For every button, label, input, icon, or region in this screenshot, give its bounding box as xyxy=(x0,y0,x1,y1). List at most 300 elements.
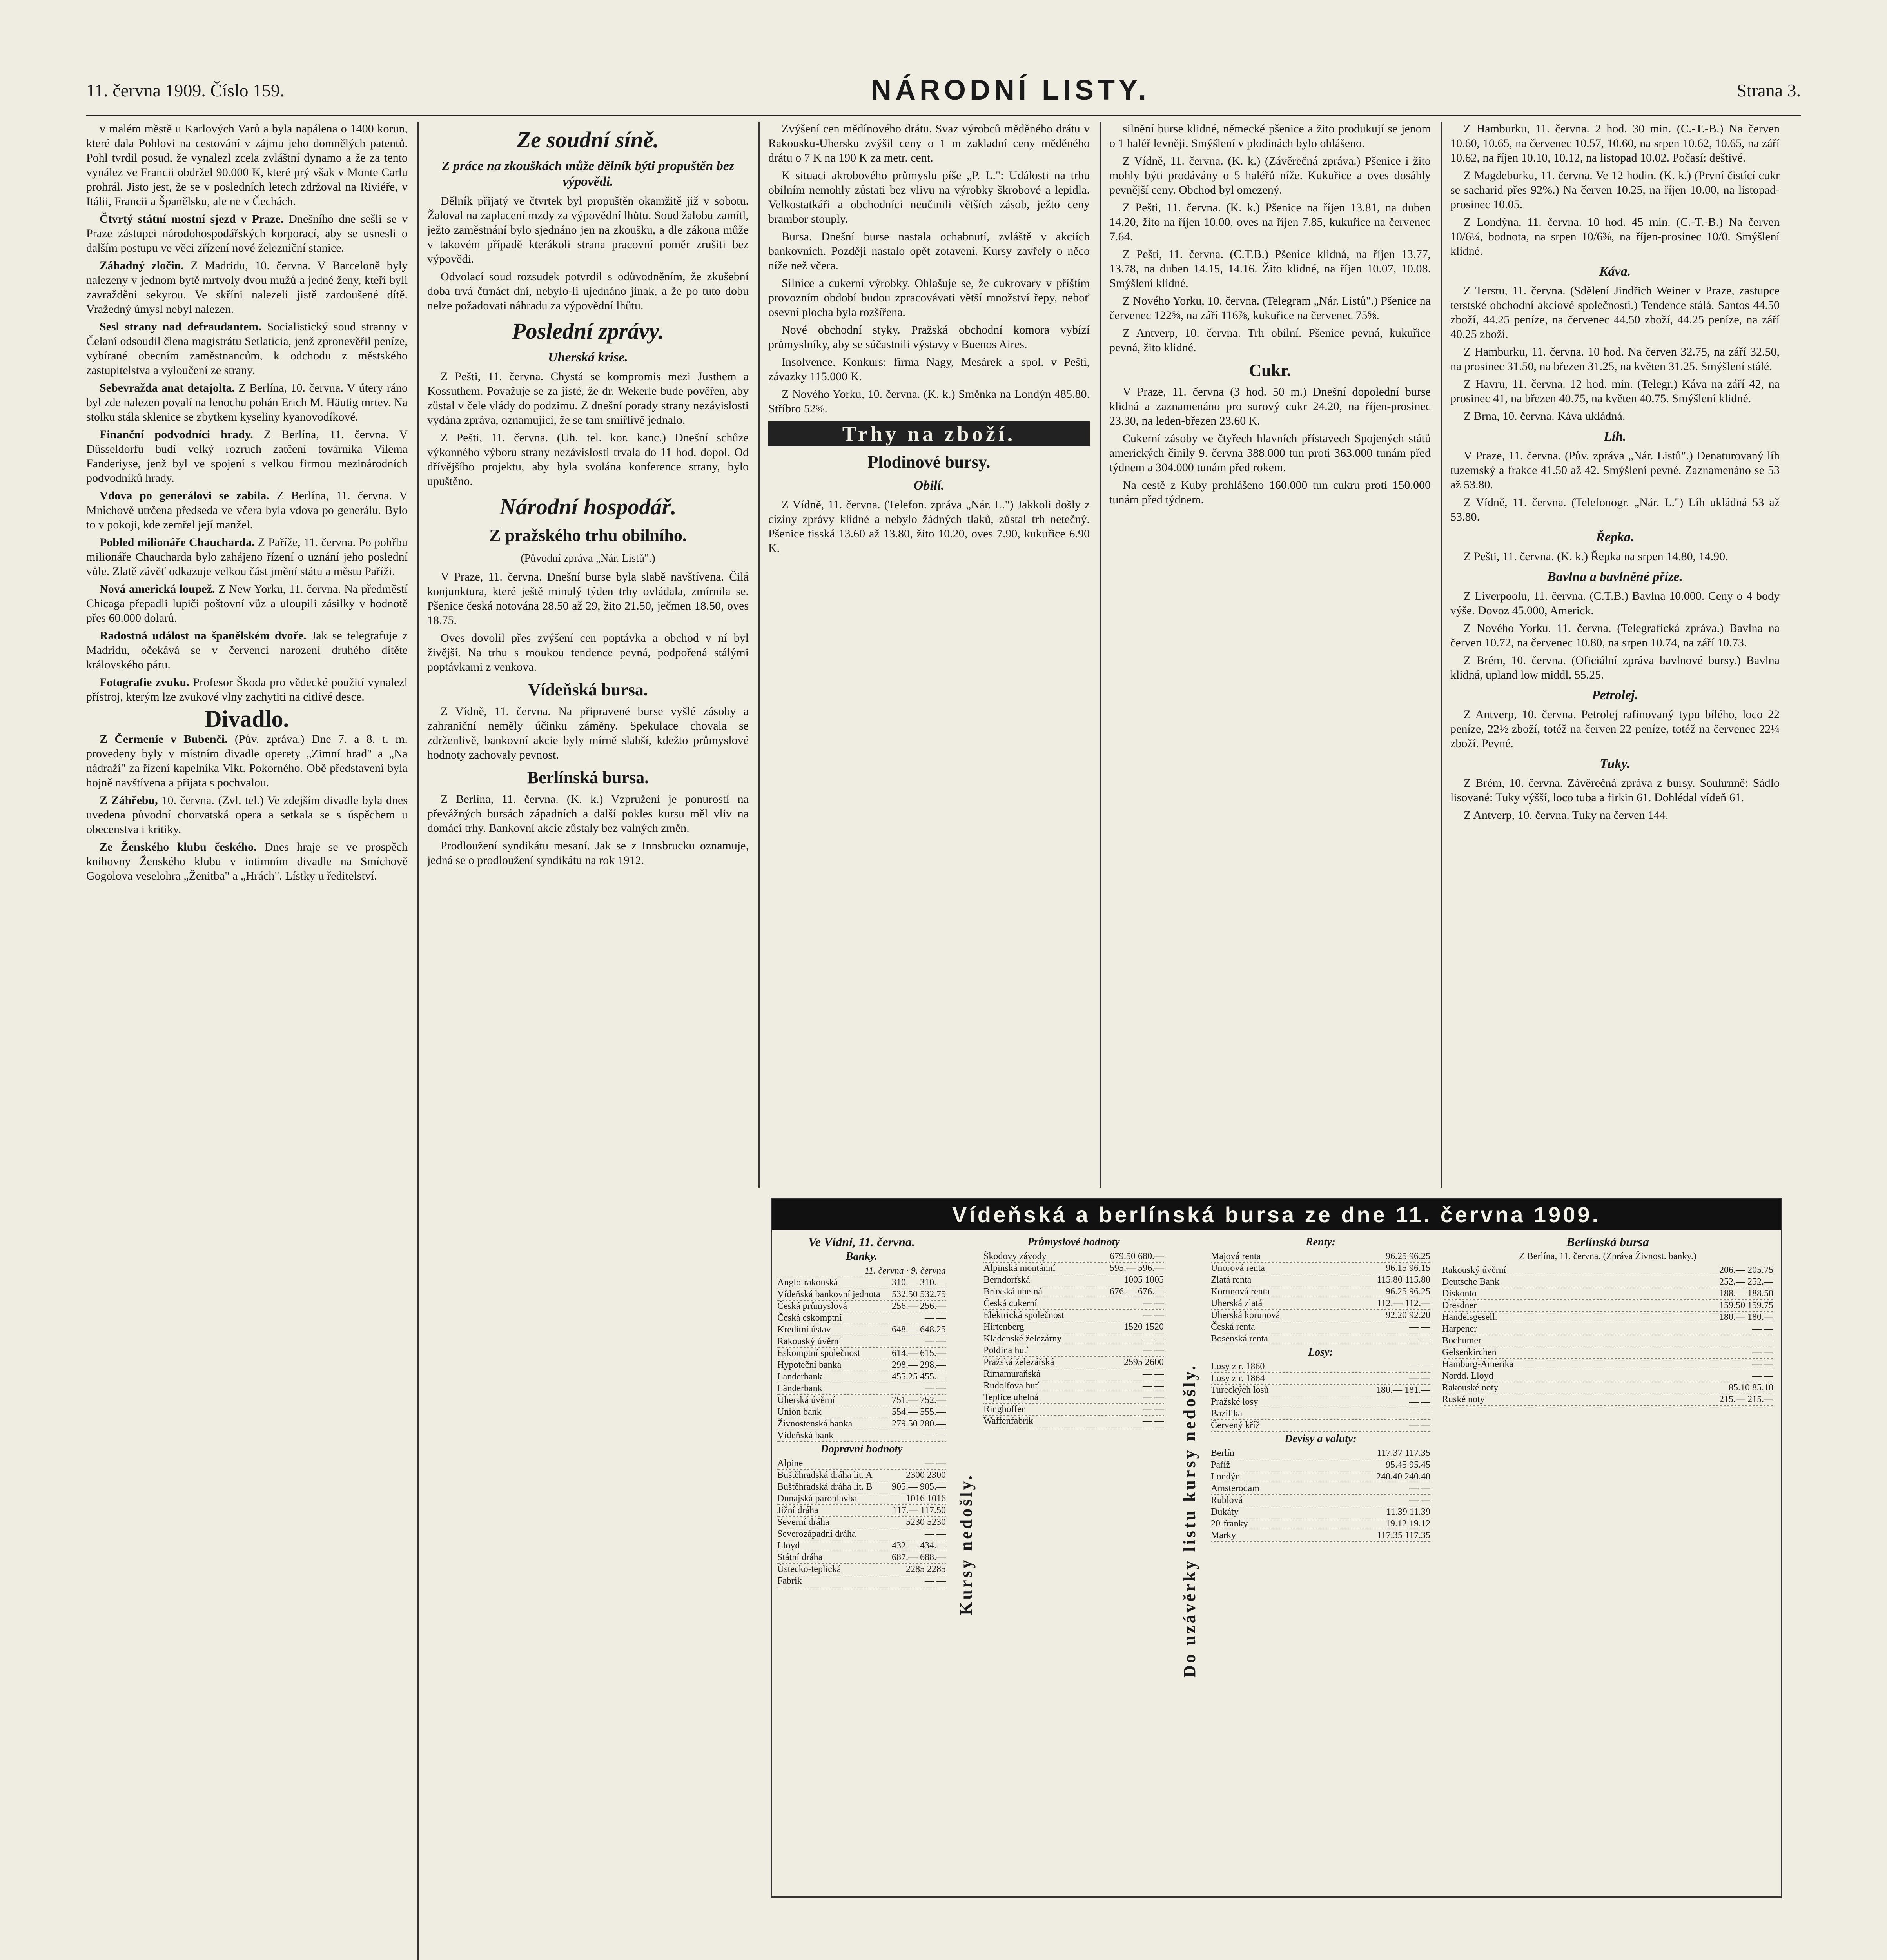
table-subtitle: Devisy a valuty: xyxy=(1285,1433,1357,1445)
article-text: Z Hamburku, 11. června. 10 hod. Na červen 32.75, na září 32.50, na prosinec 31.50, na březen 31.25, na květen 31.25. Smýšlení stálé. xyxy=(1450,345,1780,373)
row-label: Diskonto xyxy=(1442,1289,1477,1299)
berlin-table xyxy=(1442,1235,1773,1892)
table-row xyxy=(1211,1495,1430,1506)
table-body xyxy=(1442,1265,1773,1406)
row-label: Nordd. Lloyd xyxy=(1442,1371,1493,1381)
row-label: Dunajská paroplavba xyxy=(777,1494,857,1504)
article-text: Silnice a cukerní výrobky. Ohlašuje se, že cukrovary v příštím provozním období budou zpracovávati větší množství řepy, neboť osevní plocha byla rozšířena. xyxy=(768,277,1090,319)
article-title: Sesl strany nad defraudantem. xyxy=(100,320,261,333)
row-label: Korunová renta xyxy=(1211,1287,1270,1297)
table-row xyxy=(777,1395,946,1406)
table-row xyxy=(1211,1396,1430,1408)
table-row xyxy=(1442,1265,1773,1276)
article-text: Prodloužení syndikátu mesaní. Jak se z Innsbrucku oznamuje, jedná se o prodloužení syndikátu na rok 1912. xyxy=(427,839,749,867)
article-text: Na cestě z Kuby prohlášeno 160.000 tun cukru proti 150.000 tunám před týdnem. xyxy=(1109,479,1431,506)
row-values: — — xyxy=(925,1576,946,1586)
row-values: — — xyxy=(1143,1298,1164,1308)
row-label: Teplice uhelná xyxy=(983,1392,1039,1403)
row-label: Ruské noty xyxy=(1442,1394,1485,1405)
row-values: — — xyxy=(1409,1397,1430,1407)
row-label: Rimamuraňská xyxy=(983,1369,1041,1379)
row-label: Länderbank xyxy=(777,1383,822,1394)
row-values: 614.— 615.— xyxy=(892,1348,946,1358)
table-row xyxy=(1211,1251,1430,1263)
table-row xyxy=(1442,1359,1773,1370)
row-label: Státní dráha xyxy=(777,1552,823,1563)
article-intro: v malém městě u Karlových Varů a byla napálena o 1400 korun, které dala Pohlovi na cestování v zájmu jeho domnělých patentů. Pohl tvrdil posud, že vynalezl zcela zvláštní dynamo a že za tento vynález ve Francii obdržel 90.000 K, které prý však v Monte Carlu prohrál. Jisto jest, že se v posledních letech zdržoval na Riviéře, v Itálii, Francii a Španělsku, ale ne v Čechách. xyxy=(86,122,408,208)
row-label: Buštěhradská dráha lit. B xyxy=(777,1482,873,1492)
row-values: 115.80 115.80 xyxy=(1377,1275,1430,1285)
article-text: Z Brna, 10. června. Káva ukládná. xyxy=(1464,410,1626,423)
stock-tables xyxy=(771,1198,1782,1898)
row-values: 159.50 159.75 xyxy=(1719,1300,1773,1310)
article-text: Z Pešti, 11. června. Chystá se kompromis mezi Justhem a Kossuthem. Považuje se za jisté, že dr. Wekerle bude pověřen, aby zůstal v čele vlády do podzimu. Z dnešní porady strany nezávislosti vydána zpráva, oznamující, že se tam smířlivě jednalo. xyxy=(427,370,749,426)
table-body xyxy=(1211,1251,1430,1345)
row-label: Rublová xyxy=(1211,1495,1243,1505)
row-values: 11.39 11.39 xyxy=(1386,1507,1430,1517)
row-values: — — xyxy=(1752,1371,1773,1381)
article-text: Dnes hraje se ve prospěch knihovny Ženského klubu v intimním divadle na Smíchově Gogolova veselohra „Ženitba" a „Hrách". Lístky u ředitelství. xyxy=(86,840,408,882)
row-label: Severozápadní dráha xyxy=(777,1529,856,1539)
article-headline: Petrolej. xyxy=(1591,688,1638,702)
row-label: Alpine xyxy=(777,1458,803,1468)
row-label: Dukáty xyxy=(1211,1507,1239,1517)
article-text: Oves dovolil přes zvýšení cen poptávka a obchod v ní byl živější. Na trhu s moukou tendence pevná, podpořená stálými poptávkami z venkova. xyxy=(427,632,749,673)
article-text: Z Vídně, 11. června. Na připravené burse vyšlé zásoby a zahraniční neměly účinku záměny. Spekulace chovala se zdrženlivě, bankovní akcie byly mírně slabší, kdežto průmyslové hodnoty zachovaly pevnost. xyxy=(427,705,749,761)
article-text: Insolvence. Konkurs: firma Nagy, Mesárek a spol. v Pešti, závazky 115.000 K. xyxy=(768,356,1090,383)
row-values: — — xyxy=(925,1430,946,1441)
article-text: Z Pešti, 11. června. (K. k.) Řepka na srpen 14.80, 14.90. xyxy=(1464,550,1728,563)
table-note: Z Berlína, 11. června. (Zpráva Živnost. banky.) xyxy=(1519,1251,1696,1261)
row-label: Česká eskomptní xyxy=(777,1313,842,1323)
row-values: 905.— 905.— xyxy=(892,1482,946,1492)
table-row xyxy=(777,1371,946,1383)
column-2 xyxy=(427,122,749,1180)
article-text: Zvýšení cen mědínového drátu. Svaz výrobců měděného drátu v Rakousku-Uhersku zvýšil ceny o 1 m zakladní ceny měděného drátu o 7 K na 190 K za metr. cent. xyxy=(768,122,1090,164)
column-4 xyxy=(1109,122,1431,1180)
section-headline: Ze soudní síně. xyxy=(517,127,659,152)
row-values: — — xyxy=(1752,1359,1773,1369)
row-label: Česká renta xyxy=(1211,1322,1255,1332)
article-text: Z Magdeburku, 11. června. Ve 12 hodin. (K. k.) (První čistící cukr se sacharid přes 92%.) Na červen 10.25, na říjen 10.00, na listopad-prosinec 10.05. xyxy=(1450,169,1780,211)
article-title: Čtvrtý státní mostní sjezd v Praze. xyxy=(100,212,284,225)
row-label: Pražská železářská xyxy=(983,1357,1054,1367)
row-values: — — xyxy=(1143,1392,1164,1403)
row-label: Londýn xyxy=(1211,1472,1240,1482)
table-row xyxy=(777,1540,946,1552)
table-row xyxy=(777,1552,946,1564)
row-values: 180.— 181.— xyxy=(1376,1385,1430,1395)
row-label: Hypoteční banka xyxy=(777,1360,842,1370)
article-headline: Plodinové bursy. xyxy=(867,452,991,472)
article-headline: Uherská krise. xyxy=(548,350,628,365)
article-title: Vdova po generálovi se zabila. xyxy=(100,489,269,502)
article-text: silnění burse klidné, německé pšenice a žito produkují se jenom o 1 haléř levněji. Smýšlení v plodinách bylo ohlášeno. xyxy=(1109,122,1431,150)
row-values: — — xyxy=(1409,1495,1430,1505)
row-label: Bosenská renta xyxy=(1211,1334,1268,1344)
row-values: 252.— 252.— xyxy=(1719,1277,1773,1287)
row-values: — — xyxy=(1143,1369,1164,1379)
table-row xyxy=(983,1310,1164,1321)
article-text: Z Berlína, 11. června. V Mnichově utrčena předseda ve včera byla vdova po generálu. Bylo to v pokoji, kde zemřel její manžel. xyxy=(86,489,408,531)
article-text: Z Brém, 10. června. (Oficiální zpráva bavlnové bursy.) Bavlna klidná, upland low middl. 55.25. xyxy=(1450,654,1780,681)
row-label: Rudolfova huť xyxy=(983,1381,1039,1391)
table-row xyxy=(983,1345,1164,1357)
table-row xyxy=(1211,1483,1430,1495)
article-text: Z Paříže, 11. června. Po pohřbu milionáře Chaucharda bylo zahájeno řízení o uznání jeho poslední vůle. Zlatě závěť odkazuje velkou část jmění státu a městu Paříži. xyxy=(86,536,408,578)
row-label: Vídeňská bank xyxy=(777,1430,834,1441)
article-headline: Bavlna a bavlněné příze. xyxy=(1547,570,1683,584)
row-label: Živnostenská banka xyxy=(777,1419,853,1429)
table-row xyxy=(983,1298,1164,1310)
table-row xyxy=(1211,1373,1430,1385)
row-values: — — xyxy=(1409,1334,1430,1344)
table-row xyxy=(777,1277,946,1289)
row-label: Škodovy závody xyxy=(983,1251,1047,1261)
page-number: Strana 3. xyxy=(1736,80,1801,100)
article-text: Z Antverp, 10. června. Petrolej rafinovaný typu bílého, loco 22 peníze, 22½ zboží, totéž na červen 22 peníze, totéž na červenec 22¼ zboží. Pevné. xyxy=(1450,708,1780,750)
article-text: Z Madridu, 10. června. V Barceloně byly nalezeny v jednom bytě mrtvoly dvou mužů a jedné ženy, kteří byli zavražděni sekyrou. Ve skříni nalezeli jistě zardoušené dítě. Vražedný úmysl nebyl nalezen. xyxy=(86,259,408,316)
article-text: Z Havru, 11. června. 12 hod. min. (Telegr.) Káva na září 42, na prosinec 41, na březen 40.75, na květen 40.75. Smýšlení klidné. xyxy=(1450,377,1780,405)
table-row xyxy=(983,1333,1164,1345)
table-row xyxy=(1211,1471,1430,1483)
row-values: — — xyxy=(925,1336,946,1347)
row-values: 112.— 112.— xyxy=(1377,1298,1430,1308)
column-1 xyxy=(86,122,408,1960)
article-text: Z Liverpoolu, 11. června. (C.T.B.) Bavlna 10.000. Ceny o 4 body výše. Dovoz 45.000, Americk. xyxy=(1450,590,1780,617)
table-row xyxy=(1442,1323,1773,1335)
row-values: — — xyxy=(1409,1408,1430,1419)
article-headline: Z pražského trhu obilního. xyxy=(489,526,687,545)
row-values: 117.35 117.35 xyxy=(1377,1530,1430,1541)
row-label: Ústecko-teplická xyxy=(777,1564,841,1574)
row-label: Tureckých losů xyxy=(1211,1385,1269,1395)
article-text: Z Pešti, 11. června. (C.T.B.) Pšenice klidná, na říjen 13.77, 13.78, na duben 14.15, 14.16. Žito klidné, na říjen 10.07, 10.08. Smýšlení klidné. xyxy=(1109,248,1431,290)
industrial-table xyxy=(983,1235,1164,1892)
article-text: Z Terstu, 11. června. (Sdělení Jindřich Weiner v Praze, zastupce terstské obchodní akciové společnosti.) Tendence stálá. Santos 44.50 zboží, 44.25 peníze, na červenec 44.50 zboží, 44.25 peníze, na září 40.25 zboží. xyxy=(1450,284,1780,341)
article-title: Z Záhřebu, xyxy=(100,794,158,807)
row-label: Elektrická společnost xyxy=(983,1310,1064,1320)
row-label: Eskomptní společnost xyxy=(777,1348,860,1358)
article-text: Nové obchodní styky. Pražská obchodní komora vybízí průmyslníky, aby se súčastnili výstavy v Buenos Aires. xyxy=(768,323,1090,351)
row-label: Fabrik xyxy=(777,1576,802,1586)
row-values: — — xyxy=(1143,1416,1164,1426)
row-values: 432.— 434.— xyxy=(892,1541,946,1551)
row-values: 85.10 85.10 xyxy=(1729,1383,1773,1393)
table-row xyxy=(1442,1312,1773,1323)
row-values: 679.50 680.— xyxy=(1110,1251,1164,1261)
row-label: Česká cukerní xyxy=(983,1298,1037,1308)
table-row xyxy=(1211,1263,1430,1274)
table-row xyxy=(777,1406,946,1418)
row-values: — — xyxy=(1143,1310,1164,1320)
row-values: 2300 2300 xyxy=(906,1470,946,1480)
article-text: Bursa. Dnešní burse nastala ochabnutí, zvláště v akciích bankovních. Později nastalo opět zotavení. Kursy zavřely o něco níže než včera. xyxy=(768,230,1090,272)
row-values: 648.— 648.25 xyxy=(892,1325,946,1335)
article-headline: Káva. xyxy=(1599,264,1631,279)
row-label: Buštěhradská dráha lit. A xyxy=(777,1470,873,1480)
table-row xyxy=(983,1251,1164,1263)
table-body xyxy=(1211,1361,1430,1432)
row-values: 92.20 92.20 xyxy=(1386,1310,1430,1320)
column-rule xyxy=(1441,122,1442,1188)
table-row xyxy=(1211,1274,1430,1286)
row-values: 676.— 676.— xyxy=(1110,1287,1164,1297)
row-values: — — xyxy=(1752,1336,1773,1346)
section-headline: Poslední zprávy. xyxy=(512,318,664,344)
table-subtitle: Renty: xyxy=(1305,1236,1336,1248)
table-row xyxy=(777,1481,946,1493)
row-label: Zlatá renta xyxy=(1211,1275,1252,1285)
article-text: Z Vídně, 11. června. (K. k.) (Závěrečná zpráva.) Pšenice i žito mohly býti prodávány o 5 haléřů níže. Kukuřice a oves dosáhly pevnější ceny. Obchod byl omezený. xyxy=(1109,154,1431,196)
table-subtitle: Losy: xyxy=(1308,1346,1333,1358)
row-values: 298.— 298.— xyxy=(892,1360,946,1370)
row-values: 1520 1520 xyxy=(1124,1322,1164,1332)
row-values: 455.25 455.— xyxy=(892,1372,946,1382)
row-values: 595.— 596.— xyxy=(1110,1263,1164,1273)
table-body xyxy=(1211,1448,1430,1542)
row-values: 96.25 96.25 xyxy=(1386,1251,1430,1261)
table-body xyxy=(777,1277,946,1442)
article-headline: Tuky. xyxy=(1600,757,1630,771)
table-title: Ve Vídni, 11. června. xyxy=(808,1235,915,1249)
table-row xyxy=(1211,1518,1430,1530)
row-label: Uherská úvěrní xyxy=(777,1395,835,1405)
row-values: 96.25 96.25 xyxy=(1386,1287,1430,1297)
row-values: — — xyxy=(1143,1381,1164,1391)
side-label: Do uzávěrky listu kursy nedošly. xyxy=(1180,1363,1199,1678)
row-label: Berndorfská xyxy=(983,1275,1030,1285)
article-title: Finanční podvodníci hrady. xyxy=(100,428,253,441)
row-values: 2285 2285 xyxy=(906,1564,946,1574)
table-row xyxy=(1442,1335,1773,1347)
row-label: Harpener xyxy=(1442,1324,1477,1334)
row-values: 2595 2600 xyxy=(1124,1357,1164,1367)
article-headline: Vídeňská bursa. xyxy=(528,680,648,699)
article-title: Radostná událost na španělském dvoře. xyxy=(100,629,307,642)
article-text: Z Vídně, 11. června. (Telefon. zpráva „Nár. L.") Jakkoli došly z ciziny zprávy klidné a nebylo žádných tlaků, zůstal trh netečný. Pšenice tisská 13.60 až 13.80, žito 10.20, oves 7.90, kukuřice 6.90 K. xyxy=(768,498,1090,555)
article-text: Z Londýna, 11. června. 10 hod. 45 min. (C.-T.-B.) Na červen 10/6¼, bodnota, na srpen 10/6⅜, na říjen-prosinec 10/0. Smýšlení klidné. xyxy=(1450,216,1780,258)
row-values: 751.— 752.— xyxy=(892,1395,946,1405)
table-row xyxy=(1211,1298,1430,1310)
row-values: 1016 1016 xyxy=(906,1494,946,1504)
stock-banner: Vídeňská a berlínská bursa ze dne 11. června 1909. xyxy=(772,1199,1781,1230)
row-values: 117.— 117.50 xyxy=(892,1505,946,1515)
row-label: Losy z r. 1860 xyxy=(1211,1361,1265,1372)
table-row xyxy=(777,1493,946,1505)
row-values: 687.— 688.— xyxy=(892,1552,946,1563)
table-row xyxy=(1442,1300,1773,1312)
article-text: Z Hamburku, 11. června. 2 hod. 30 min. (C.-T.-B.) Na červen 10.60, 10.65, na červenec 10.57, 10.60, na srpen 10.62, 10.65, na září 10.62, na říjen 10.10, 10.12, na listopad 10.02. Počasí: deštivé. xyxy=(1450,122,1780,164)
article-headline: Řepka. xyxy=(1596,530,1634,544)
table-header: 11. června · 9. června xyxy=(777,1265,946,1277)
row-label: Uherská zlatá xyxy=(1211,1298,1263,1308)
row-values: 554.— 555.— xyxy=(892,1407,946,1417)
table-row xyxy=(983,1368,1164,1380)
row-values: 256.— 256.— xyxy=(892,1301,946,1311)
theatre-heading: Divadlo. xyxy=(205,706,289,732)
table-row xyxy=(777,1458,946,1470)
article-text: Socialistický soud stranny v Čelaní odsoudil člena magistrátu Setlaticia, jenž zpronevěřil peníze, vybírané obecním zaměstnancům, k odchodu z městského zastupitelstva a vyloučení ze strany. xyxy=(86,320,408,377)
row-label: Handelsgesell. xyxy=(1442,1312,1497,1322)
article-title: Záhadný zločin. xyxy=(100,259,184,272)
row-values: — — xyxy=(1752,1324,1773,1334)
row-label: Rakouský úvěrní xyxy=(1442,1265,1506,1275)
article-text: Z Vídně, 11. června. (Telefonogr. „Nár. L.") Líh ukládná 53 až 53.80. xyxy=(1450,496,1780,523)
table-row xyxy=(1211,1408,1430,1420)
table-row xyxy=(777,1312,946,1324)
row-values: — — xyxy=(1143,1345,1164,1356)
article-text: Z Pešti, 11. června. (K. k.) Pšenice na říjen 13.81, na duben 14.20, žito na říjen 10.00, oves na říjen 7.85, kukuřice na červenec 7.64. xyxy=(1109,201,1431,243)
table-row xyxy=(1211,1321,1430,1333)
table-row xyxy=(1442,1382,1773,1394)
section-headline: Národní hospodář. xyxy=(499,494,677,519)
article-text: V Praze, 11. června. Dnešní burse byla slabě navštívena. Čilá konjunktura, které ještě minulý týden trhy ovládala, zmírnila se. Pšenice česká notována 28.50 až 29, žito 21.50, ječmen 18.50, oves 18.75. xyxy=(427,570,749,627)
table-row xyxy=(777,1383,946,1395)
article-text: Z Berlína, 10. června. V útery ráno byl zde nalezen povalí na lenochu pohán Erich M. Häutig mrtev. Na stolku stála sklenice se zbytkem kyseliny kyanovodíkové. xyxy=(86,381,408,423)
issue-date: 11. června 1909. Číslo 159. xyxy=(86,80,285,100)
row-label: Pražské losy xyxy=(1211,1397,1258,1407)
table-subtitle: Banky. xyxy=(846,1250,878,1263)
article-text: V Praze, 11. června (3 hod. 50 m.) Dnešní dopolední burse klidná a zaznamenáno pro surový cukr 24.20, na říjen-prosinec 23.30, na leden-březen 23.60 K. xyxy=(1109,385,1431,427)
table-row xyxy=(983,1404,1164,1416)
article-text: Z Pešti, 11. června. (Uh. tel. kor. kanc.) Dnešní schůze výkonného výboru strany nezávislosti trvala do 11 hod. dopol. Od dřívějšího projektu, aby byla svolána konference strany, bylo upuštěno. xyxy=(427,431,749,488)
row-values: 532.50 532.75 xyxy=(892,1289,946,1299)
table-row xyxy=(1211,1385,1430,1396)
row-label: Rakouské noty xyxy=(1442,1383,1499,1393)
article-text: Z Nového Yorku, 10. června. (K. k.) Směnka na Londýn 485.80. Stříbro 52⅝. xyxy=(768,388,1090,415)
row-label: Severní dráha xyxy=(777,1517,829,1527)
row-label: Gelsenkirchen xyxy=(1442,1347,1497,1357)
article-text: Z Berlína, 11. června. (K. k.) Vzpruženi je ponurostí na převážných bursách západních a další pokles kursu měl vliv na domácí trhy. Bankovní akcie zůstaly bez valných změn. xyxy=(427,793,749,835)
section-banner: Trhy na zboží. xyxy=(768,421,1090,446)
row-label: Kreditní ústav xyxy=(777,1325,831,1335)
row-values: 1005 1005 xyxy=(1124,1275,1164,1285)
table-row xyxy=(777,1359,946,1371)
row-values: 180.— 180.— xyxy=(1719,1312,1773,1322)
article-headline: Berlínská bursa. xyxy=(527,768,649,787)
table-row xyxy=(777,1418,946,1430)
row-values: — — xyxy=(1409,1322,1430,1332)
article-text: Dělník přijatý ve čtvrtek byl propuštěn okamžitě již v sobotu. Žaloval na zaplacení mzdy za výpovědní lhůtu. Soud žalobu zamítl, ježto zaměstnání bylo sjednáno jen na zkoušku, a dle zákona může v takovém případě kterákoli strana pracovní poměr zrušiti bez výpovědi. xyxy=(427,194,749,265)
article-text: Z Berlína, 11. června. V Düsseldorfu budí velký rozruch zatčení továrníka Vilema Fanderiyse, jenž byl ve spojení s velkou firmou mezinárodních podvodníků hrady. xyxy=(86,428,408,485)
row-label: Bochumer xyxy=(1442,1336,1481,1346)
table-row xyxy=(1211,1448,1430,1459)
article-text: (Pův. zpráva.) Dne 7. a 8. t. m. provedeny byly v místním divadle operety „Zimní hrad" a „Na nádraží" za řízení kapelníka Vikt. Pokorného. Obě představení byla hojně navštívena a přijata s pochvalou. xyxy=(86,733,408,789)
row-values: 215.— 215.— xyxy=(1719,1394,1773,1405)
table-row xyxy=(777,1348,946,1359)
table-row xyxy=(983,1357,1164,1368)
table-row xyxy=(777,1430,946,1442)
table-row xyxy=(983,1321,1164,1333)
row-values: 117.37 117.35 xyxy=(1377,1448,1430,1458)
table-row xyxy=(983,1392,1164,1404)
row-values: — — xyxy=(925,1529,946,1539)
row-label: Brüxská uhelná xyxy=(983,1287,1042,1297)
table-row xyxy=(777,1528,946,1540)
row-values: 188.— 188.50 xyxy=(1719,1289,1773,1299)
row-values: — — xyxy=(1143,1334,1164,1344)
row-values: 310.— 310.— xyxy=(892,1278,946,1288)
row-values: — — xyxy=(1409,1373,1430,1383)
row-label: Paříž xyxy=(1211,1460,1230,1470)
column-5 xyxy=(1450,122,1780,1180)
table-row xyxy=(777,1301,946,1312)
article-title: Pobled milionáře Chaucharda. xyxy=(100,536,255,549)
table-row xyxy=(983,1416,1164,1427)
article-headline: Líh. xyxy=(1604,429,1626,444)
row-label: Lloyd xyxy=(777,1541,800,1551)
row-values: — — xyxy=(1409,1420,1430,1430)
table-body xyxy=(983,1251,1164,1427)
row-label: Kladenské železárny xyxy=(983,1334,1062,1344)
table-body xyxy=(777,1458,946,1587)
article-headline: Obilí. xyxy=(913,478,945,493)
article-title: Z Čermenie v Bubenči. xyxy=(100,733,228,746)
table-row xyxy=(1211,1361,1430,1373)
table-row xyxy=(983,1274,1164,1286)
row-values: 279.50 280.— xyxy=(892,1419,946,1429)
row-label: Uherská korunová xyxy=(1211,1310,1280,1320)
row-values: 95.45 95.45 xyxy=(1386,1460,1430,1470)
row-label: Hirtenberg xyxy=(983,1322,1024,1332)
table-row xyxy=(1211,1530,1430,1542)
article-text: Z New Yorku, 11. června. Na předměstí Chicaga přepadli lupiči poštovní vůz a uloupili zásilky v hodnotě přes 60.000 dolarů. xyxy=(86,583,408,624)
row-values: — — xyxy=(1409,1483,1430,1494)
table-row xyxy=(983,1380,1164,1392)
row-label: Jižní dráha xyxy=(777,1505,818,1515)
row-label: Anglo-rakouská xyxy=(777,1278,838,1288)
vienna-banks-table xyxy=(777,1235,946,1892)
article-title: Nová americká loupež. xyxy=(100,583,215,595)
table-row xyxy=(1211,1333,1430,1345)
row-label: Deutsche Bank xyxy=(1442,1277,1499,1287)
row-values: 19.12 19.12 xyxy=(1386,1519,1430,1529)
article-title: Sebevražda anat detajolta. xyxy=(100,381,235,394)
article-headline: Cukr. xyxy=(1249,361,1291,380)
table-row xyxy=(1442,1288,1773,1300)
article-text: Z Nového Yorku, 10. června. (Telegram „Nár. Listů".) Pšenice na červenec 122⅝, na září 116⅞, kukuřice na červenec 75⅝. xyxy=(1109,294,1431,322)
table-row xyxy=(1211,1310,1430,1321)
row-label: Únorová renta xyxy=(1211,1263,1265,1273)
table-row xyxy=(1211,1420,1430,1432)
table-row xyxy=(777,1336,946,1348)
row-label: Majová renta xyxy=(1211,1251,1261,1261)
article-note: (Původní zpráva „Nár. Listů".) xyxy=(521,552,655,564)
article-title: Fotografie zvuku. xyxy=(100,676,189,689)
row-label: 20-franky xyxy=(1211,1519,1248,1529)
rents-table xyxy=(1211,1235,1430,1892)
column-rule xyxy=(758,122,760,1188)
row-label: Amsterodam xyxy=(1211,1483,1259,1494)
article-text: K situaci akrobového průmyslu píše „P. L.": Události na trhu obilním nemohly zůstati bez vlivu na výrobky škrobové a lepidla. Velkostatkáři a obchodníci neučinili větších zásob, ježto ceny brambor stouply. xyxy=(768,169,1090,225)
article-text: Cukerní zásoby ve čtyřech hlavních přístavech Spojených států amerických činily 9. června 388.000 tun proti 363.000 tunám před týdnem a 304.000 tunám před rokem. xyxy=(1109,432,1431,474)
row-label: Marky xyxy=(1211,1530,1236,1541)
row-values: — — xyxy=(1409,1361,1430,1372)
row-values: — — xyxy=(925,1458,946,1468)
row-label: Landerbank xyxy=(777,1372,822,1382)
table-row xyxy=(1211,1459,1430,1471)
table-row xyxy=(1211,1286,1430,1298)
table-row xyxy=(983,1286,1164,1298)
row-label: Alpinská montánní xyxy=(983,1263,1056,1273)
row-label: Vídeňská bankovní jednota xyxy=(777,1289,880,1299)
column-rule xyxy=(417,122,419,1960)
article-text: Profesor Škoda pro vědecké použití vynalezl přístroj, kterým lze zvukové vlny zachytiti na citlivé desce. xyxy=(86,676,408,703)
row-label: Česká průmyslová xyxy=(777,1301,847,1311)
table-row xyxy=(983,1263,1164,1274)
table-row xyxy=(777,1575,946,1587)
